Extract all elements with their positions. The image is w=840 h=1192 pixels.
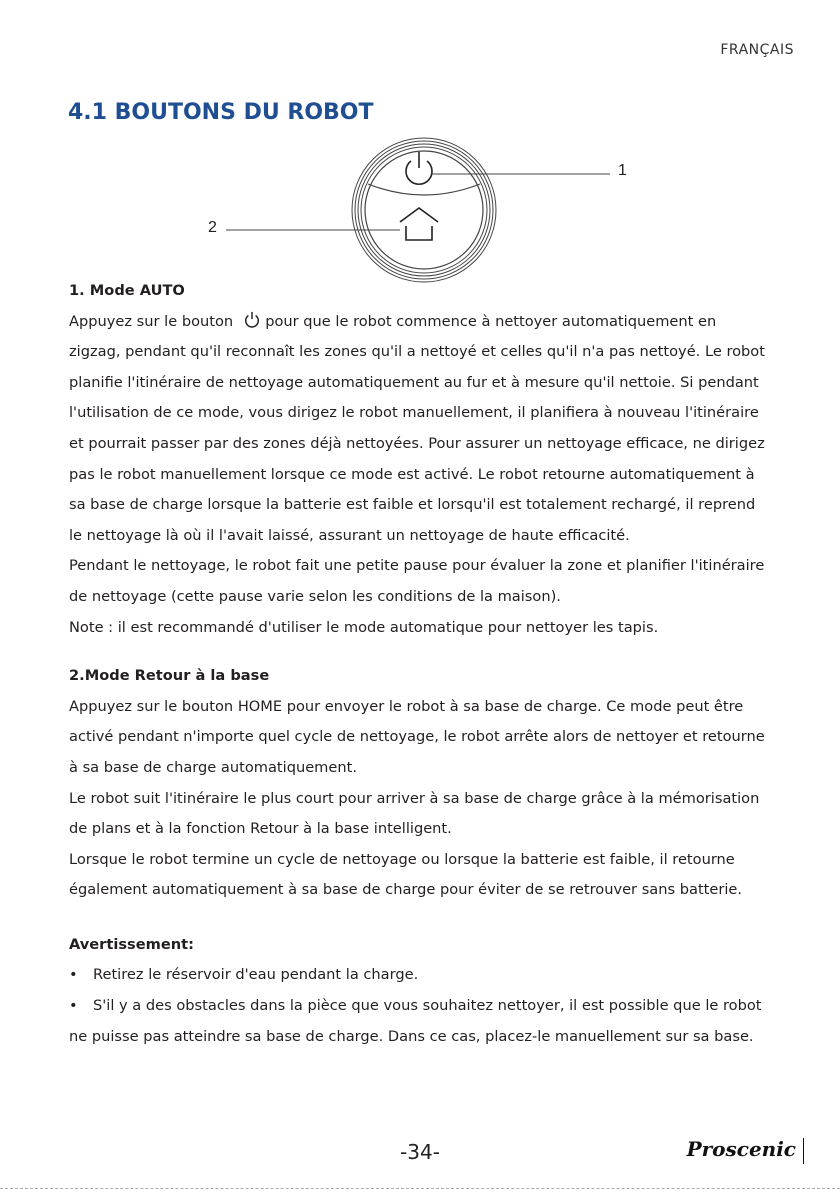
mode-auto-paragraph-1-text: pour que le robot commence à nettoyer automatiquement en zigzag, pendant qu'il reconnaît les zones qu'il a nettoyé et celles qu'il n'a pas nettoyé. Le robot planifie l'itinéraire de nettoyage automatiquement au fur et à mesure qu'il nettoie. Si pendant l'utilisation de ce mode, vous dirigez le robot manuellement, il planifiera à nouveau l'itinéraire et pourrait passer par des zones déjà nettoyées. Pour assurer un nettoyage efficace, ne dirigez pas le robot manuellement lorsque ce mode est activé. Le robot retourne automatiquement à sa base de charge lorsque la batterie est faible et lorsqu'il est totalement rechargé, il reprend le nettoyage là où il l'avait laissé, assurant un nettoyage de haute efficacité. <box>69 312 765 544</box>
robot-button-panel <box>352 138 496 282</box>
mode-auto-paragraph-1 <box>69 307 771 552</box>
warning-heading: Avertissement: <box>69 935 194 953</box>
power-button-icon <box>406 152 432 184</box>
mode-auto-heading: 1. Mode AUTO <box>69 282 185 299</box>
brand-separator <box>803 1138 805 1164</box>
language-label: FRANÇAIS <box>720 42 794 58</box>
bullet: • <box>69 997 78 1015</box>
power-icon <box>243 311 261 329</box>
warning-item-text: Retirez le réservoir d'eau pendant la charge. <box>93 966 419 984</box>
mode-home-heading: 2.Mode Retour à la base <box>69 667 270 685</box>
callout-number-2: 2 <box>208 219 217 236</box>
page-number: -34- <box>400 1140 440 1164</box>
robot-buttons-diagram <box>0 0 840 290</box>
page-edge-divider <box>0 1188 840 1189</box>
mode-home-paragraph-2: Le robot suit l'itinéraire le plus court pour arriver à sa base de charge grâce à la mémorisation de plans et à la fonction Retour à la base intelligent. <box>69 789 760 838</box>
mode-auto-note: Note : il est recommandé d'utiliser le mode automatique pour nettoyer les tapis. <box>69 618 659 636</box>
callout-number-1: 1 <box>618 162 627 179</box>
mode-home-paragraph-1: Appuyez sur le bouton HOME pour envoyer le robot à sa base de charge. Ce mode peut être activé pendant n'importe quel cycle de nettoyage, le robot arrête alors de nettoyer et retourne à sa base de charge automatiquement. <box>69 697 765 776</box>
mode-auto-paragraph-2: Pendant le nettoyage, le robot fait une petite pause pour évaluer la zone et planifier l'itinéraire de nettoyage (cette pause varie selon les conditions de la maison). <box>69 557 765 605</box>
mode-auto-intro: Appuyez sur le bouton <box>69 312 234 330</box>
warning-item-2 <box>69 991 771 1052</box>
home-button-icon <box>400 208 438 240</box>
warning-item-text: S'il y a des obstacles dans la pièce que vous souhaitez nettoyer, il est possible que le robot ne puisse pas atteindre sa base de charge. Dans ce cas, placez-le manuellement sur sa base. <box>69 997 762 1045</box>
warning-item-1 <box>69 960 771 991</box>
section-title: 4.1 BOUTONS DU ROBOT <box>68 100 374 125</box>
page-content <box>69 276 771 1052</box>
brand-logo: Proscenic <box>686 1137 796 1161</box>
mode-home-paragraph-3: Lorsque le robot termine un cycle de nettoyage ou lorsque la batterie est faible, il retourne également automatiquement à sa base de charge pour éviter de se retrouver sans batterie. <box>69 850 743 899</box>
bullet: • <box>69 966 78 984</box>
